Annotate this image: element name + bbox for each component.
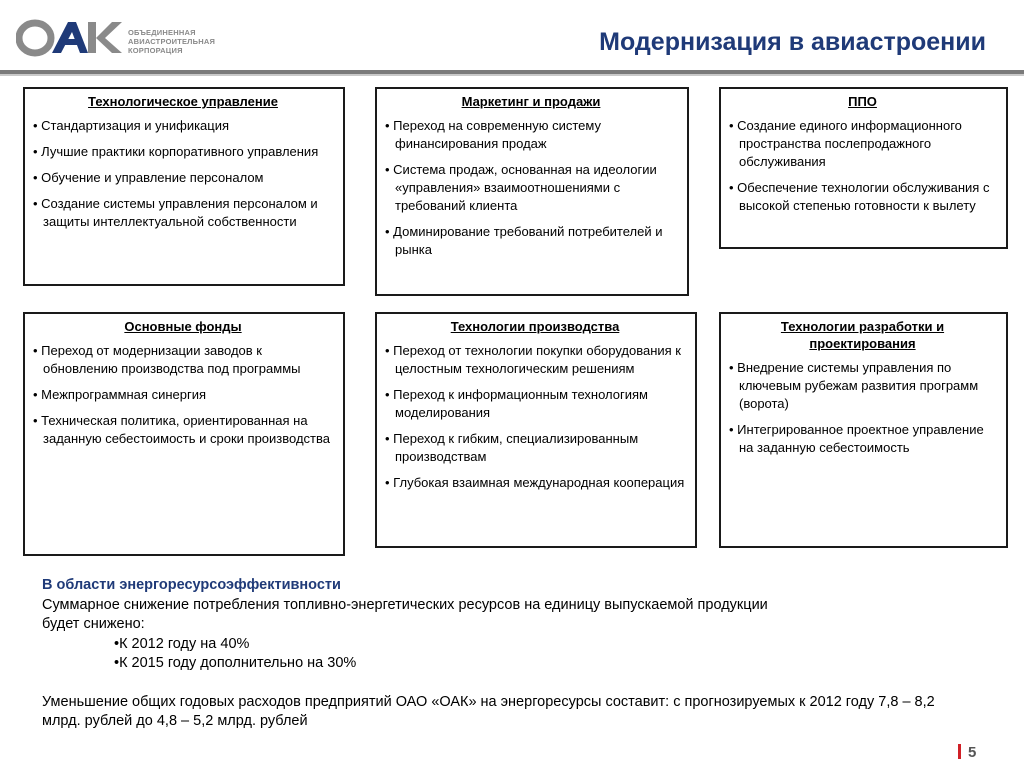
logo-caption-line: КОРПОРАЦИЯ xyxy=(128,46,183,55)
page-number-value: 5 xyxy=(968,744,977,761)
list-item: • Система продаж, основанная на идеологии «управления» взаимоотношениями с требований клиента xyxy=(385,161,677,215)
energy-bullet-list xyxy=(42,635,972,674)
box-design-tech xyxy=(719,312,1008,548)
logo-caption-line: ОБЪЕДИНЕННАЯ xyxy=(128,28,196,37)
list-item: • Переход от модернизации заводов к обновлению производства под программы xyxy=(33,342,333,378)
page-number-bar xyxy=(958,744,961,759)
energy-bullet: • К 2015 году дополнительно на 30% xyxy=(114,654,972,674)
box-title: ППО xyxy=(848,94,877,109)
logo-caption xyxy=(128,28,215,55)
energy-paragraph: Уменьшение общих годовых расходов предприятий ОАО «ОАК» на энергоресурсы составит: с прогнозируемых к 2012 году 7,8 – 8,2 млрд. рублей до 4,8 – 5,2 млрд. рублей xyxy=(42,693,935,729)
bullet-list xyxy=(729,359,996,457)
company-logo xyxy=(16,18,216,58)
bullet-list xyxy=(33,117,333,231)
box-title: Технологии разработки и проектирования xyxy=(780,319,945,351)
list-item: • Лучшие практики корпоративного управления xyxy=(33,143,333,161)
bullet-list xyxy=(385,342,685,492)
box-production-tech xyxy=(375,312,697,548)
energy-section xyxy=(42,576,972,732)
list-item: • Доминирование требований потребителей и рынка xyxy=(385,223,677,259)
header-divider-shadow xyxy=(0,74,1024,76)
list-item: • Создание единого информационного пространства послепродажного обслуживания xyxy=(729,117,996,171)
bullet-list xyxy=(385,117,677,259)
list-item: • Интегрированное проектное управление на заданную себестоимость xyxy=(729,421,996,457)
energy-bullet: • К 2012 году на 40% xyxy=(114,635,972,655)
page-title: Модернизация в авиастроении xyxy=(599,28,986,56)
logo-caption-line: АВИАСТРОИТЕЛЬНАЯ xyxy=(128,37,216,46)
box-title: Маркетинг и продажи xyxy=(461,94,601,109)
list-item: • Глубокая взаимная международная кооперация xyxy=(385,474,685,492)
list-item: • Переход к гибким, специализированным производствам xyxy=(385,430,685,466)
box-fixed-assets xyxy=(23,312,345,556)
energy-heading: В области энергоресурсоэффективности xyxy=(42,577,341,593)
list-item: • Переход к информационным технологиям моделирования xyxy=(385,386,685,422)
list-item: • Переход от технологии покупки оборудования к целостным технологическим решениям xyxy=(385,342,685,378)
box-title: Технологии производства xyxy=(450,319,620,334)
spacer xyxy=(42,674,972,693)
bullet-list xyxy=(729,117,996,215)
energy-text-line: будет снижено: xyxy=(42,616,145,632)
list-item: • Межпрограммная синергия xyxy=(33,386,333,404)
list-item: • Создание системы управления персоналом и защиты интеллектуальной собственности xyxy=(33,195,333,231)
box-ppo xyxy=(719,87,1008,249)
list-item: • Техническая политика, ориентированная на заданную себестоимость и сроки производства xyxy=(33,412,333,448)
list-item: • Обеспечение технологии обслуживания с высокой степенью готовности к вылету xyxy=(729,179,996,215)
box-tech-management xyxy=(23,87,345,286)
box-marketing-sales xyxy=(375,87,689,296)
energy-text-line: Суммарное снижение потребления топливно-энергетических ресурсов на единицу выпускаемой продукции xyxy=(42,596,768,613)
list-item: • Внедрение системы управления по ключевым рубежам развития программ (ворота) xyxy=(729,359,996,413)
box-title: Основные фонды xyxy=(124,319,242,334)
oak-logo-icon xyxy=(16,18,124,58)
page-number xyxy=(958,744,976,761)
list-item: • Обучение и управление персоналом xyxy=(33,169,333,187)
list-item: • Стандартизация и унификация xyxy=(33,117,333,135)
list-item: • Переход на современную систему финансирования продаж xyxy=(385,117,677,153)
bullet-list xyxy=(33,342,333,448)
box-title: Технологическое управление xyxy=(88,94,278,109)
